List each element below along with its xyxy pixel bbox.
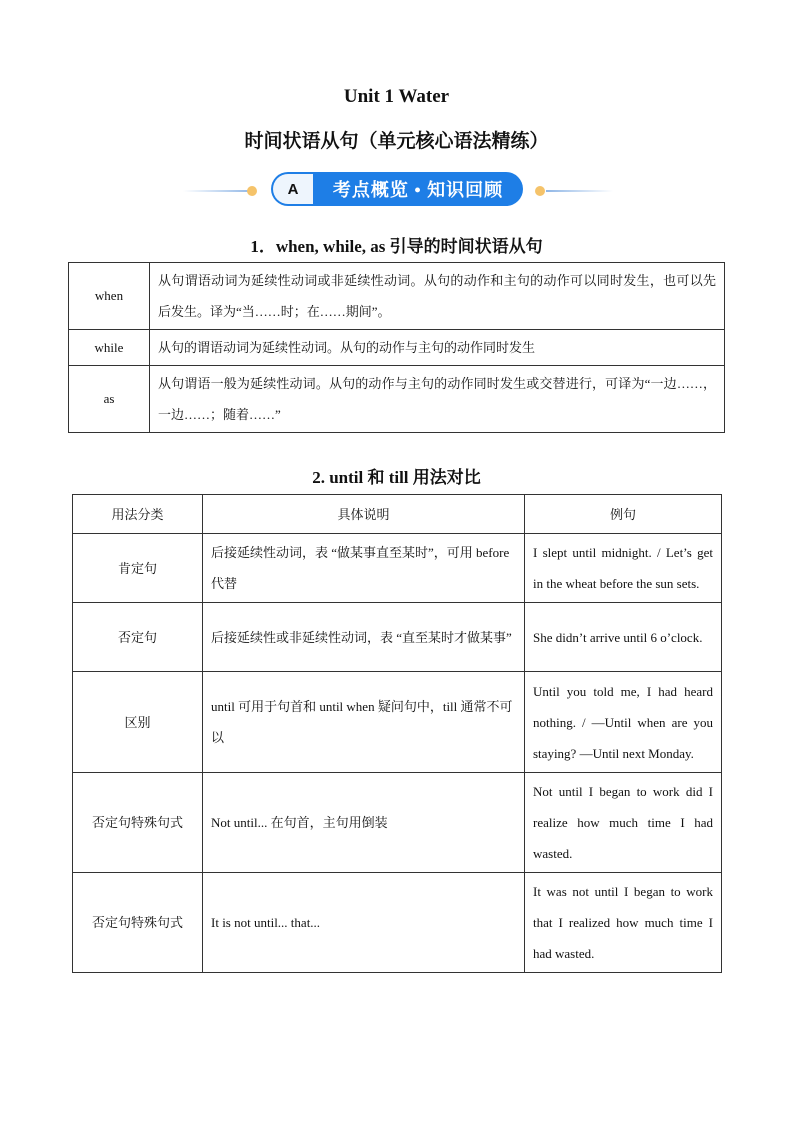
header-category: 用法分类 [73, 495, 203, 534]
example-cell: I slept until midnight. / Let’s get in the wheat before the sun sets. [525, 534, 722, 603]
table-row [73, 873, 722, 973]
banner-line-right [546, 190, 613, 192]
until-till-table [72, 494, 722, 973]
example-cell: Not until I began to work did I realize how much time I had wasted. [525, 773, 722, 873]
header-explanation: 具体说明 [203, 495, 525, 534]
term-cell: when [69, 263, 150, 330]
category-cell: 否定句 [73, 603, 203, 672]
explanation-cell: Not until... 在句首，主句用倒装 [203, 773, 525, 873]
document-subtitle: 时间状语从句（单元核心语法精练） [244, 131, 549, 152]
table-header-row [73, 495, 722, 534]
category-cell: 否定句特殊句式 [73, 873, 203, 973]
example-cell: Until you told me, I had heard nothing. / —Until when are you staying? —Until next Monday. [525, 672, 722, 773]
banner-line-left [183, 190, 253, 192]
term-cell: while [69, 330, 150, 366]
category-cell: 区别 [73, 672, 203, 773]
section2-heading: 2. until 和 till 用法对比 [312, 468, 481, 487]
explanation-cell: 后接延续性或非延续性动词，表 “直至某时才做某事” [203, 603, 525, 672]
description-cell: 从句的谓语动词为延续性动词。从句的动作与主句的动作同时发生 [150, 330, 725, 366]
document-title: Unit 1 Water [343, 86, 450, 107]
description-cell: 从句谓语动词为延续性动词或非延续性动词。从句的动作和主句的动作可以同时发生，也可以先后发生。译为“当……时；在……期间”。 [150, 263, 725, 330]
section1-heading: 1．when, while, as 引导的时间状语从句 [250, 237, 543, 256]
explanation-cell: 后接延续性动词，表 “做某事直至某时”，可用 before 代替 [203, 534, 525, 603]
term-cell: as [69, 366, 150, 433]
table-row [73, 773, 722, 873]
example-cell: It was not until I began to work that I realized how much time I had wasted. [525, 873, 722, 973]
header-example: 例句 [525, 495, 722, 534]
conjunction-table [68, 262, 725, 433]
banner-pill [271, 172, 523, 206]
example-cell: She didn’t arrive until 6 o’clock. [525, 603, 722, 672]
section-banner [183, 171, 613, 207]
explanation-cell: until 可用于句首和 until when 疑问句中，till 通常不可以 [203, 672, 525, 773]
table-row [69, 263, 725, 330]
table-row [73, 603, 722, 672]
table-row [69, 366, 725, 433]
table-row [73, 672, 722, 773]
banner-text: 考点概览 • 知识回顾 [332, 180, 504, 200]
banner-badge: A [273, 174, 313, 204]
category-cell: 否定句特殊句式 [73, 773, 203, 873]
table-row [69, 330, 725, 366]
banner-dot-right [535, 186, 545, 196]
category-cell: 肯定句 [73, 534, 203, 603]
description-cell: 从句谓语一般为延续性动词。从句的动作与主句的动作同时发生或交替进行，可译为“一边……，一边……；随着……” [150, 366, 725, 433]
table-row [73, 534, 722, 603]
banner-dot-left [247, 186, 257, 196]
explanation-cell: It is not until... that... [203, 873, 525, 973]
